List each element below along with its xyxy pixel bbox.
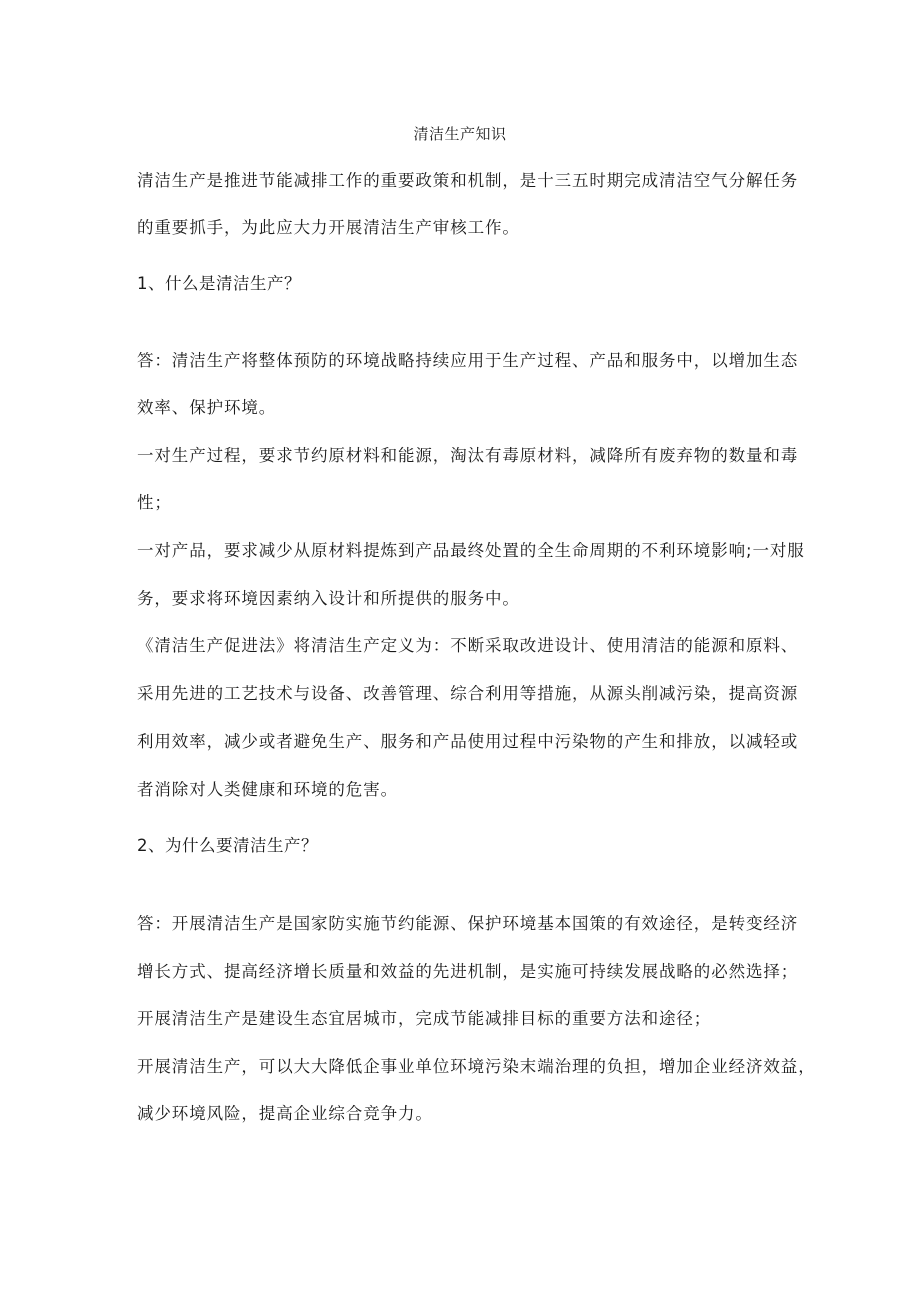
section1-paragraph-1-line-2: 性； (137, 493, 172, 512)
section1-paragraph-2-line-2: 务，要求将环境因素纳入设计和所提供的服务中。 (137, 589, 520, 608)
section1-answer-line-1: 答：清洁生产将整体预防的环境战略持续应用于生产过程、产品和服务中，以增加生态 (137, 351, 799, 370)
section1-paragraph-3-line-3: 利用效率，减少或者避免生产、服务和产品使用过程中污染物的产生和排放，以减轻或 (137, 732, 799, 751)
section2-paragraph-1-line-1: 开展清洁生产是建设生态宜居城市，完成节能减排目标的重要方法和途径； (137, 1009, 712, 1028)
section2-answer-line-1: 答：开展清洁生产是国家防实施节约能源、保护环境基本国策的有效途径，是转变经济 (137, 914, 799, 933)
section2-paragraph-2-line-1: 开展清洁生产，可以大大降低企事业单位环境污染末端治理的负担，增加企业经济效益， (137, 1057, 816, 1076)
intro-line-2: 的重要抓手，为此应大力开展清洁生产审核工作。 (137, 218, 520, 237)
section1-paragraph-3-line-1: 《清洁生产促进法》将清洁生产定义为：不断采取改进设计、使用清洁的能源和原料、 (137, 636, 799, 655)
intro-line-1: 清洁生产是推进节能减排工作的重要政策和机制，是十三五时期完成清洁空气分解任务 (137, 171, 799, 190)
section1-paragraph-1-line-1: 一对生产过程，要求节约原材料和能源，淘汰有毒原材料，减降所有废弃物的数量和毒 (137, 446, 799, 465)
section2-paragraph-2-line-2: 减少环境风险，提高企业综合竞争力。 (137, 1104, 433, 1123)
section1-paragraph-3-line-2: 采用先进的工艺技术与设备、改善管理、综合利用等措施，从源头削减污染，提高资源 (137, 684, 799, 703)
section2-question: 2、为什么要清洁生产？ (137, 836, 318, 855)
section1-question: 1、什么是清洁生产？ (137, 274, 301, 293)
section2-answer-line-2: 增长方式、提高经济增长质量和效益的先进机制，是实施可持续发展战略的必然选择； (137, 962, 799, 981)
section1-paragraph-3-line-4: 者消除对人类健康和环境的危害。 (137, 780, 398, 799)
page-title: 清洁生产知识 (413, 125, 507, 143)
section1-answer-line-2: 效率、保护环境。 (137, 398, 277, 417)
section1-paragraph-2-line-1: 一对产品，要求减少从原材料提炼到产品最终处置的全生命周期的不利环境影响;一对服 (137, 541, 805, 560)
